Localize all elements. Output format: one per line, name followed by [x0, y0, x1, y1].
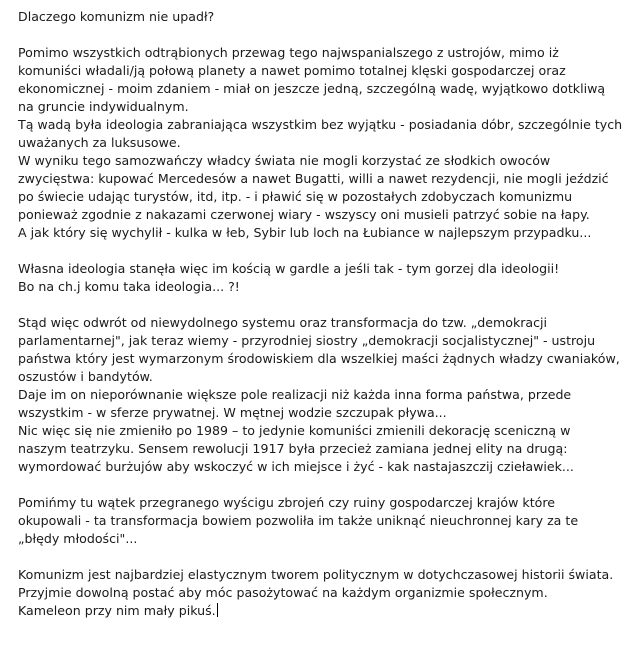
paragraph-line: wszystkim - w sferze prywatnej. W mętnej wodzie szczupak pływa...	[18, 405, 447, 420]
paragraph-line: Komunizm jest najbardziej elastycznym tworem politycznym w dotychczasowej historii świata.	[18, 567, 614, 582]
paragraph-line-last	[18, 602, 218, 620]
paragraph-line: wymordować burżujów aby wskoczyć w ich miejsce i żyć - kak nastajaszczij czieławiek...	[18, 459, 574, 474]
paragraph-line: Własna ideologia stanęła więc im kością w gardle a jeśli tak - tym gorzej dla ideologii!	[18, 261, 560, 276]
paragraph-line: komuniści władali/ją połową planety a nawet pomimo totalnej klęski gospodarczej oraz	[18, 63, 566, 78]
paragraph-line: państwa który jest wymarzonym środowiskiem dla wszelkiej maści żądnych władzy cwaniaków,	[18, 351, 620, 366]
paragraph-line: A jak który się wychylił - kulka w łeb, Sybir lub loch na Łubiance w najlepszym przypadku...	[18, 225, 592, 240]
paragraph-line: Pomimo wszystkich odtrąbionych przewag tego najwspanialszego z ustrojów, mimo iż	[18, 45, 559, 60]
paragraph-line: parlamentarnej", jak teraz wiemy - przyrodniej siostry „demokracji socjalistycznej" - ustroju	[18, 333, 596, 348]
paragraph-line: ekonomicznej - moim zdaniem - miał on jeszcze jedną, szczególną wadę, wyjątkowo dotkliwą	[18, 81, 606, 96]
paragraph-line: okupowali - ta transformacja bowiem pozwoliła im także uniknąć nieuchronnej kary za te	[18, 513, 579, 528]
paragraph-line: naszym teatrzyku. Sensem rewolucji 1917 była przecież zamiana jednej elity na drugą:	[18, 441, 568, 456]
paragraph-line: Stąd więc odwrót od niewydolnego systemu oraz transformacja do tzw. „demokracji	[18, 315, 548, 330]
last-line-text: Kameleon przy nim mały pikuś.	[18, 603, 216, 618]
paragraph-line: oszustów i bandytów.	[18, 369, 153, 384]
document-title: Dlaczego komunizm nie upadł?	[18, 9, 215, 24]
paragraph-line: „błędy młodości"...	[18, 531, 138, 546]
paragraph-line: Przyjmie dowolną postać aby móc pasożytować na każdym organizmie społecznym.	[18, 585, 548, 600]
paragraph-line: Daje im on nieporównanie większe pole realizacji niż każda inna forma państwa, przede	[18, 387, 572, 402]
paragraph-line: W wyniku tego samozwańczy władcy świata nie mogli korzystać ze słodkich owoców	[18, 153, 551, 168]
paragraph-line: na gruncie indywidualnym.	[18, 99, 189, 114]
paragraph-line: Bo na ch.j komu taka ideologia... ?!	[18, 279, 240, 294]
paragraph-line: Pomińmy tu wątek przegranego wyścigu zbrojeń czy ruiny gospodarczej krajów które	[18, 495, 555, 510]
paragraph-line: po świecie udając turystów, itd, itp. - i pławić się w pozostałych zdobyczach komunizmu	[18, 189, 573, 204]
text-cursor	[217, 603, 218, 617]
paragraph-line: zwycięstwa: kupować Mercedesów a nawet Bugatti, willi a nawet rezydencji, nie mogli jeździć	[18, 171, 609, 186]
paragraph-line: ponieważ zgodnie z nakazami czerwonej wiary - wszyscy oni musieli patrzyć sobie na łapy.	[18, 207, 590, 222]
paragraph-line: Tą wadą była ideologia zabraniająca wszystkim bez wyjątku - posiadania dóbr, szczególnie tych	[18, 117, 623, 132]
paragraph-line: uważanych za luksusowe.	[18, 135, 181, 150]
paragraph-line: Nic więc się nie zmieniło po 1989 – to jedynie komuniści zmienili dekorację sceniczną w	[18, 423, 571, 438]
